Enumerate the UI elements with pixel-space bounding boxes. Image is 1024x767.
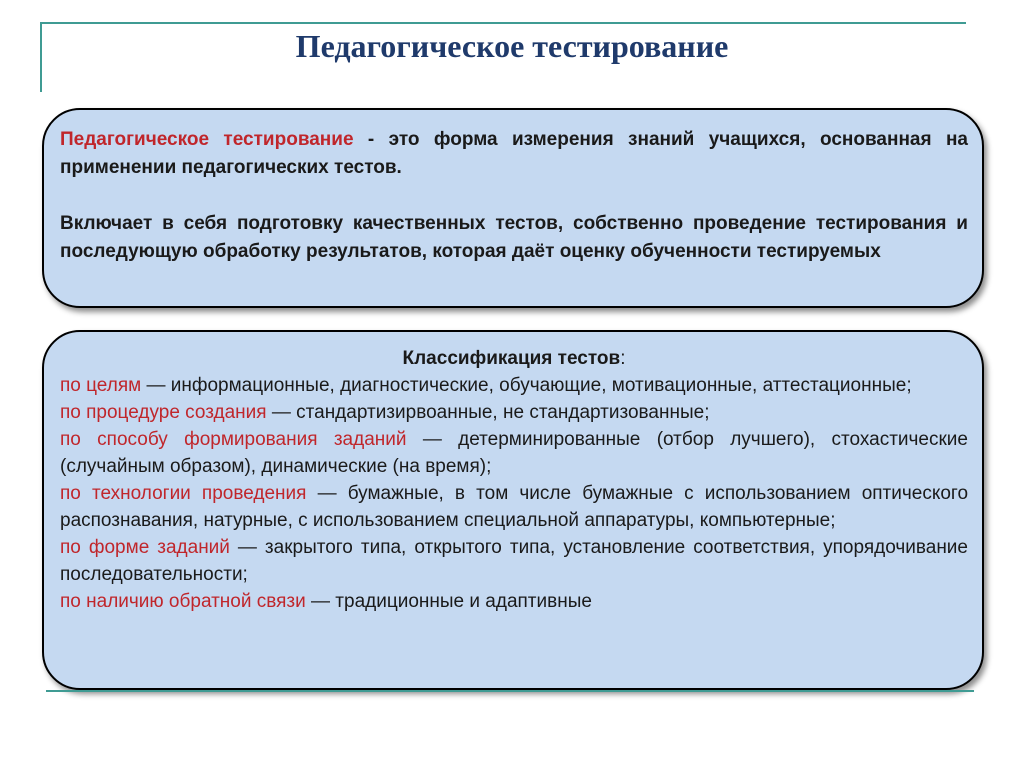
classification-values: — закрытого типа, открытого типа, установление соответствия, упорядочивание последовательности; (60, 537, 968, 585)
page-title: Педагогическое тестирование (295, 28, 729, 64)
classification-values: — информационные, диагностические, обучающие, мотивационные, аттестационные; (141, 375, 912, 396)
classification-item (60, 588, 968, 615)
includes-paragraph: Включает в себя подготовку качественных тестов, собственно проведение тестирования и последующую обработку результатов, которая даёт оценку обученности тестируемых (60, 213, 968, 262)
classification-title-colon: : (620, 348, 626, 369)
definition-paragraph (60, 126, 968, 182)
classification-criterion: по технологии проведения (60, 483, 307, 504)
frame-top-line (40, 22, 966, 24)
classification-item (60, 480, 968, 534)
definition-text: - это форма измерения знаний учащихся, основанная на применении педагогических тестов. (60, 129, 969, 178)
classification-criterion: по форме заданий (60, 537, 230, 558)
classification-values: — стандартизирвоанные, не стандартизованные; (266, 402, 710, 423)
definition-box (42, 108, 984, 308)
classification-box (42, 330, 984, 690)
classification-values: — традиционные и адаптивные (305, 591, 592, 612)
classification-item (60, 399, 968, 426)
frame-bottom-line (46, 690, 974, 692)
classification-item (60, 426, 968, 480)
classification-title (60, 346, 968, 372)
classification-values: — бумажные, в том числе бумажные с использованием оптического распознавания, натурные, с использованием специальной аппаратуры, компьютерные; (60, 483, 969, 531)
classification-item (60, 534, 968, 588)
definition-term: Педагогическое тестирование (60, 129, 354, 150)
classification-title-text: Классификация тестов (402, 348, 621, 369)
classification-item (60, 372, 968, 399)
classification-criterion: по процедуре создания (60, 402, 267, 423)
classification-criterion: по способу формирования заданий (60, 429, 407, 450)
classification-criterion: по наличию обратной связи (60, 591, 306, 612)
classification-criterion: по целям (60, 375, 142, 396)
classification-values: — детерминированные (отбор лучшего), стохастические (случайным образом), динамические (на время); (60, 429, 968, 477)
